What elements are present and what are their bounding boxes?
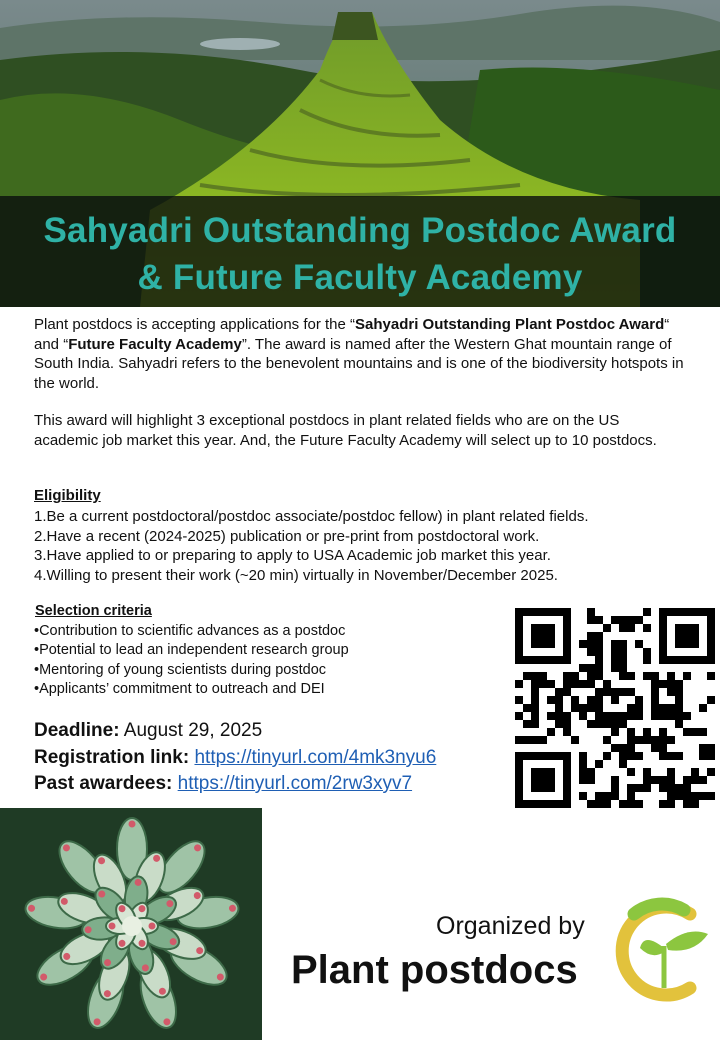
page-title-line2: & Future Faculty Academy — [137, 258, 583, 297]
list-item: 3.Have applied to or preparing to apply to USA Academic job market this year. — [34, 547, 551, 565]
qr-code[interactable] — [515, 608, 715, 808]
plant-postdocs-logo — [604, 896, 716, 1006]
eligibility-list — [34, 507, 588, 585]
deadline-label: Deadline: — [34, 720, 120, 741]
past-awardees-label: Past awardees: — [34, 773, 173, 794]
list-item: •Mentoring of young scientists during postdoc — [34, 661, 327, 678]
award-name: Sahyadri Outstanding Plant Postdoc Award — [355, 316, 665, 333]
past-awardees-link[interactable]: https://tinyurl.com/2rw3xyv7 — [177, 773, 413, 794]
list-item: •Contribution to scientific advances as a postdoc — [34, 623, 346, 639]
registration-link[interactable]: https://tinyurl.com/4mk3nyu6 — [194, 747, 437, 768]
list-item: 2.Have a recent (2024-2025) publication or pre-print from postdoctoral work. — [34, 527, 540, 545]
list-item: 1.Be a current postdoctoral/postdoc associate/postdoc fellow) in plant related fields. — [34, 508, 589, 525]
succulent-illustration — [0, 808, 262, 1040]
registration-label: Registration link: — [34, 747, 190, 768]
organized-by-label: Organized by — [436, 912, 585, 940]
selection-criteria-list — [34, 622, 349, 700]
succulent-image — [0, 808, 262, 1040]
eligibility-heading: Eligibility — [34, 487, 101, 504]
list-item: •Potential to lead an independent research group — [34, 642, 349, 659]
registration-row — [34, 747, 436, 769]
list-item: 4.Willing to present their work (~20 min) virtually in November/December 2025. — [34, 566, 558, 584]
selection-criteria-heading: Selection criteria — [35, 603, 152, 619]
organizer-name: Plant postdocs — [291, 948, 578, 992]
page-title-line1: Sahyadri Outstanding Postdoc Award — [43, 211, 677, 250]
deadline-value: August 29, 2025 — [123, 720, 263, 741]
past-awardees-row — [34, 773, 412, 795]
academy-name: Future Faculty Academy — [68, 335, 242, 353]
award-description: This award will highlight 3 exceptional postdocs in plant related fields who are on the US academic job market this year. And, the Future Faculty Academy will select up to 10 postdocs. — [34, 412, 657, 449]
hero-banner — [0, 0, 720, 307]
intro-paragraph: Plant postdocs is accepting applications for the “Sahyadri Outstanding Plant Postdoc Award“ and “Future Faculty Academy”. The award is named after the Western Ghat mountain range of South India. Sahyadri refers to the benevolent mountains and is one of the biodiversity hotspots in the world. — [34, 316, 684, 392]
list-item: •Applicants’ commitment to outreach and DEI — [34, 681, 325, 698]
deadline-row — [34, 720, 262, 742]
